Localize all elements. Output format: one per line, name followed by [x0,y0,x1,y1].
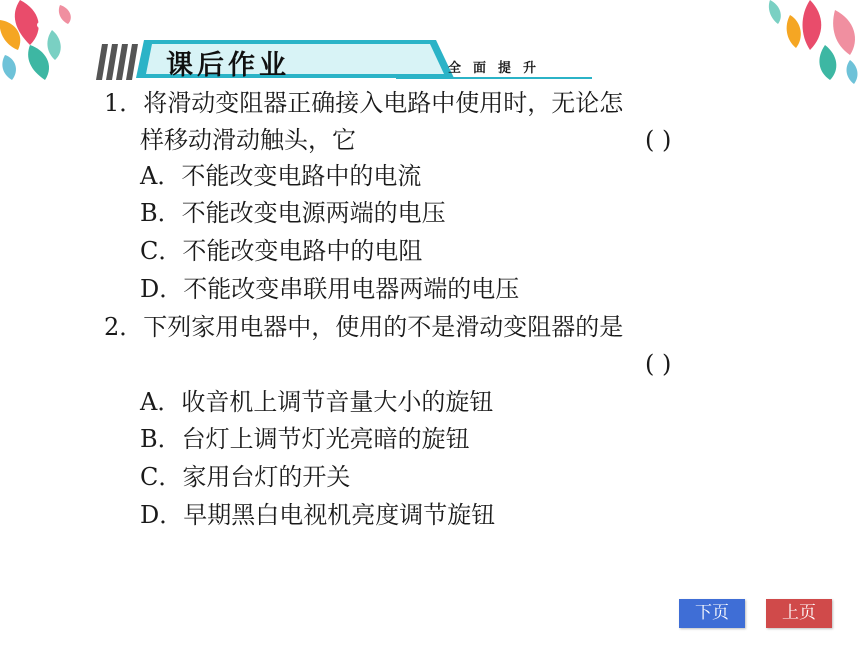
question-2-option-b: B．台灯上调节灯光亮暗的旋钮 [140,425,470,453]
question-1-stem-line2: 样移动滑动触头，它 [140,126,356,154]
section-subtitle: 全面提升 [448,61,549,76]
question-1-answer-blank[interactable]: ( ) [645,126,672,154]
previous-page-button[interactable]: 上页 [766,599,832,628]
section-header [96,40,592,82]
question-2-option-d: D．早期黑白电视机亮度调节旋钮 [140,501,496,529]
section-title: 课后作业 [166,50,290,81]
header-underline [396,77,592,79]
question-1-option-d: D．不能改变串联用电器两端的电压 [140,275,520,303]
leaf-decoration-left-icon [0,0,110,90]
question-1-option-b: B．不能改变电源两端的电压 [140,199,446,227]
question-2-answer-blank[interactable]: ( ) [645,350,672,378]
question-1-option-c: C．不能改变电路中的电阻 [140,237,423,265]
question-2-option-c: C．家用台灯的开关 [140,463,351,491]
question-2-stem-line1: 2．下列家用电器中，使用的不是滑动变阻器的是 [104,313,624,341]
next-page-button[interactable]: 下页 [679,599,745,628]
question-2-option-a: A．收音机上调节音量大小的旋钮 [140,388,494,416]
leaf-decoration-right-icon [730,0,860,90]
question-1-stem-line1: 1．将滑动变阻器正确接入电路中使用时，无论怎 [104,89,624,117]
question-1-option-a: A．不能改变电路中的电流 [140,162,422,190]
